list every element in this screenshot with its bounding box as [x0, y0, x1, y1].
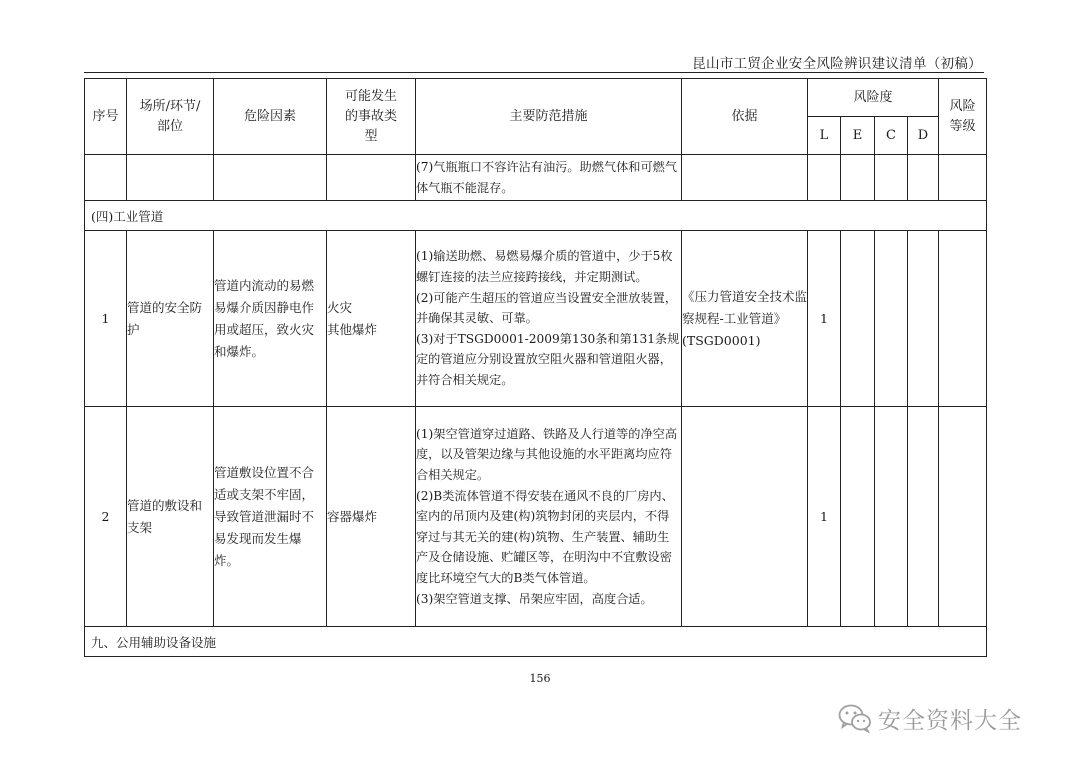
- measure-item: (3)架空管道支撑、吊架应牢固，高度合适。: [416, 591, 653, 606]
- col-header-hazard: 危险因素: [214, 79, 327, 155]
- cell-measures: [416, 155, 682, 201]
- cell-place: 管道的敷设和支架: [127, 407, 214, 627]
- cell-risk-level: [939, 407, 987, 627]
- cell-accident: [327, 231, 416, 407]
- cell-empty: [127, 155, 214, 201]
- cell-E: [841, 231, 875, 407]
- cell-hazard: 管道敷设位置不合适或支架不牢固，导致管道泄漏时不易发现而发生爆炸。: [214, 407, 327, 627]
- col-header-D: D: [908, 117, 939, 155]
- col-header-accident-text: 可能发生的事故类型: [344, 88, 397, 144]
- measure-item: (1)架空管道穿过道路、铁路及人行道等的净空高度，以及管架边缘与其他设施的水平距离均应符合相关规定。: [416, 426, 678, 483]
- col-header-seq: 序号: [85, 79, 127, 155]
- cell-measures: [416, 231, 682, 407]
- measure-item: (2)B类流体管道不得安装在通风不良的厂房内、室内的吊顶内及建(构)筑物封闭的夹层内，不得穿过与其无关的建(构)筑物、生产装置、辅助生产及仓储设施、贮罐区等，在明沟中不宜敷设密度比环境空气大的B类气体管道。: [416, 488, 674, 585]
- col-header-L: L: [808, 117, 841, 155]
- table-row-continued: [85, 155, 987, 201]
- measure-item: (3)对于TSGD0001-2009第130条和第131条规定的管道应分别设置放空阻火器和管道阻火器，并符合相关规定。: [416, 331, 680, 387]
- cell-empty: [875, 155, 908, 201]
- risk-table: [84, 78, 987, 657]
- col-header-basis: 依据: [682, 79, 808, 155]
- cell-empty: [908, 155, 939, 201]
- cell-D: [908, 231, 939, 407]
- measure-item: (2)可能产生超压的管道应当设置安全泄放装置，并确保其灵敏、可靠。: [416, 290, 678, 326]
- cell-basis: [682, 407, 808, 627]
- page-number: 156: [529, 672, 551, 685]
- cell-empty: [214, 155, 327, 201]
- cell-L: 1: [808, 231, 841, 407]
- col-header-accident: [327, 79, 416, 155]
- col-header-risk-level-text: 风险等级: [949, 98, 976, 134]
- cell-E: [841, 407, 875, 627]
- cell-seq: 2: [85, 407, 127, 627]
- cell-accident: [327, 407, 416, 627]
- table-row: [85, 407, 987, 627]
- wechat-icon: [838, 703, 872, 733]
- section-title: (四)工业管道: [85, 201, 987, 231]
- cell-empty: [841, 155, 875, 201]
- cell-empty: [939, 155, 987, 201]
- accident-type: 容器爆炸: [327, 508, 378, 524]
- watermark: [838, 700, 1022, 736]
- cell-empty: [682, 155, 808, 201]
- col-header-E: E: [841, 117, 875, 155]
- cell-empty: [327, 155, 416, 201]
- cell-hazard: 管道内流动的易燃易爆介质因静电作用或超压，致火灾和爆炸。: [214, 231, 327, 407]
- section-row-industrial-pipeline: [85, 201, 987, 231]
- cell-empty: [85, 155, 127, 201]
- col-header-measures: 主要防范措施: [416, 79, 682, 155]
- document-header-title: 昆山市工贸企业安全风险辨识建议清单（初稿）: [692, 56, 982, 72]
- cell-seq: 1: [85, 231, 127, 407]
- cell-D: [908, 407, 939, 627]
- col-header-place: [127, 79, 214, 155]
- watermark-text: 安全资料大全: [878, 707, 1022, 734]
- cell-basis: 《压力管道安全技术监察规程-工业管道》(TSGD0001): [682, 231, 808, 407]
- col-header-C: C: [875, 117, 908, 155]
- table-header-row: [85, 79, 987, 117]
- cell-C: [875, 231, 908, 407]
- measure-item: (7)气瓶瓶口不容许沾有油污。助燃气体和可燃气体气瓶不能混存。: [416, 159, 678, 195]
- cell-measures: [416, 407, 682, 627]
- col-header-risk-degree: 风险度: [808, 79, 939, 117]
- accident-type: 其他爆炸: [327, 321, 378, 337]
- cell-place: 管道的安全防护: [127, 231, 214, 407]
- cell-C: [875, 407, 908, 627]
- table-row: [85, 231, 987, 407]
- measure-item: (1)输送助燃、易燃易爆介质的管道中，少于5枚螺钉连接的法兰应接跨接线，并定期测试。: [416, 249, 673, 285]
- section-row-public-auxiliary: [85, 627, 987, 657]
- section-title: 九、公用辅助设备设施: [85, 627, 987, 657]
- col-header-risk-level: [939, 79, 987, 155]
- cell-L: 1: [808, 407, 841, 627]
- header-rule: [84, 72, 984, 73]
- col-header-place-text: 场所/环节/部位: [139, 98, 201, 134]
- cell-risk-level: [939, 231, 987, 407]
- accident-type: 火灾: [327, 299, 353, 315]
- cell-empty: [808, 155, 841, 201]
